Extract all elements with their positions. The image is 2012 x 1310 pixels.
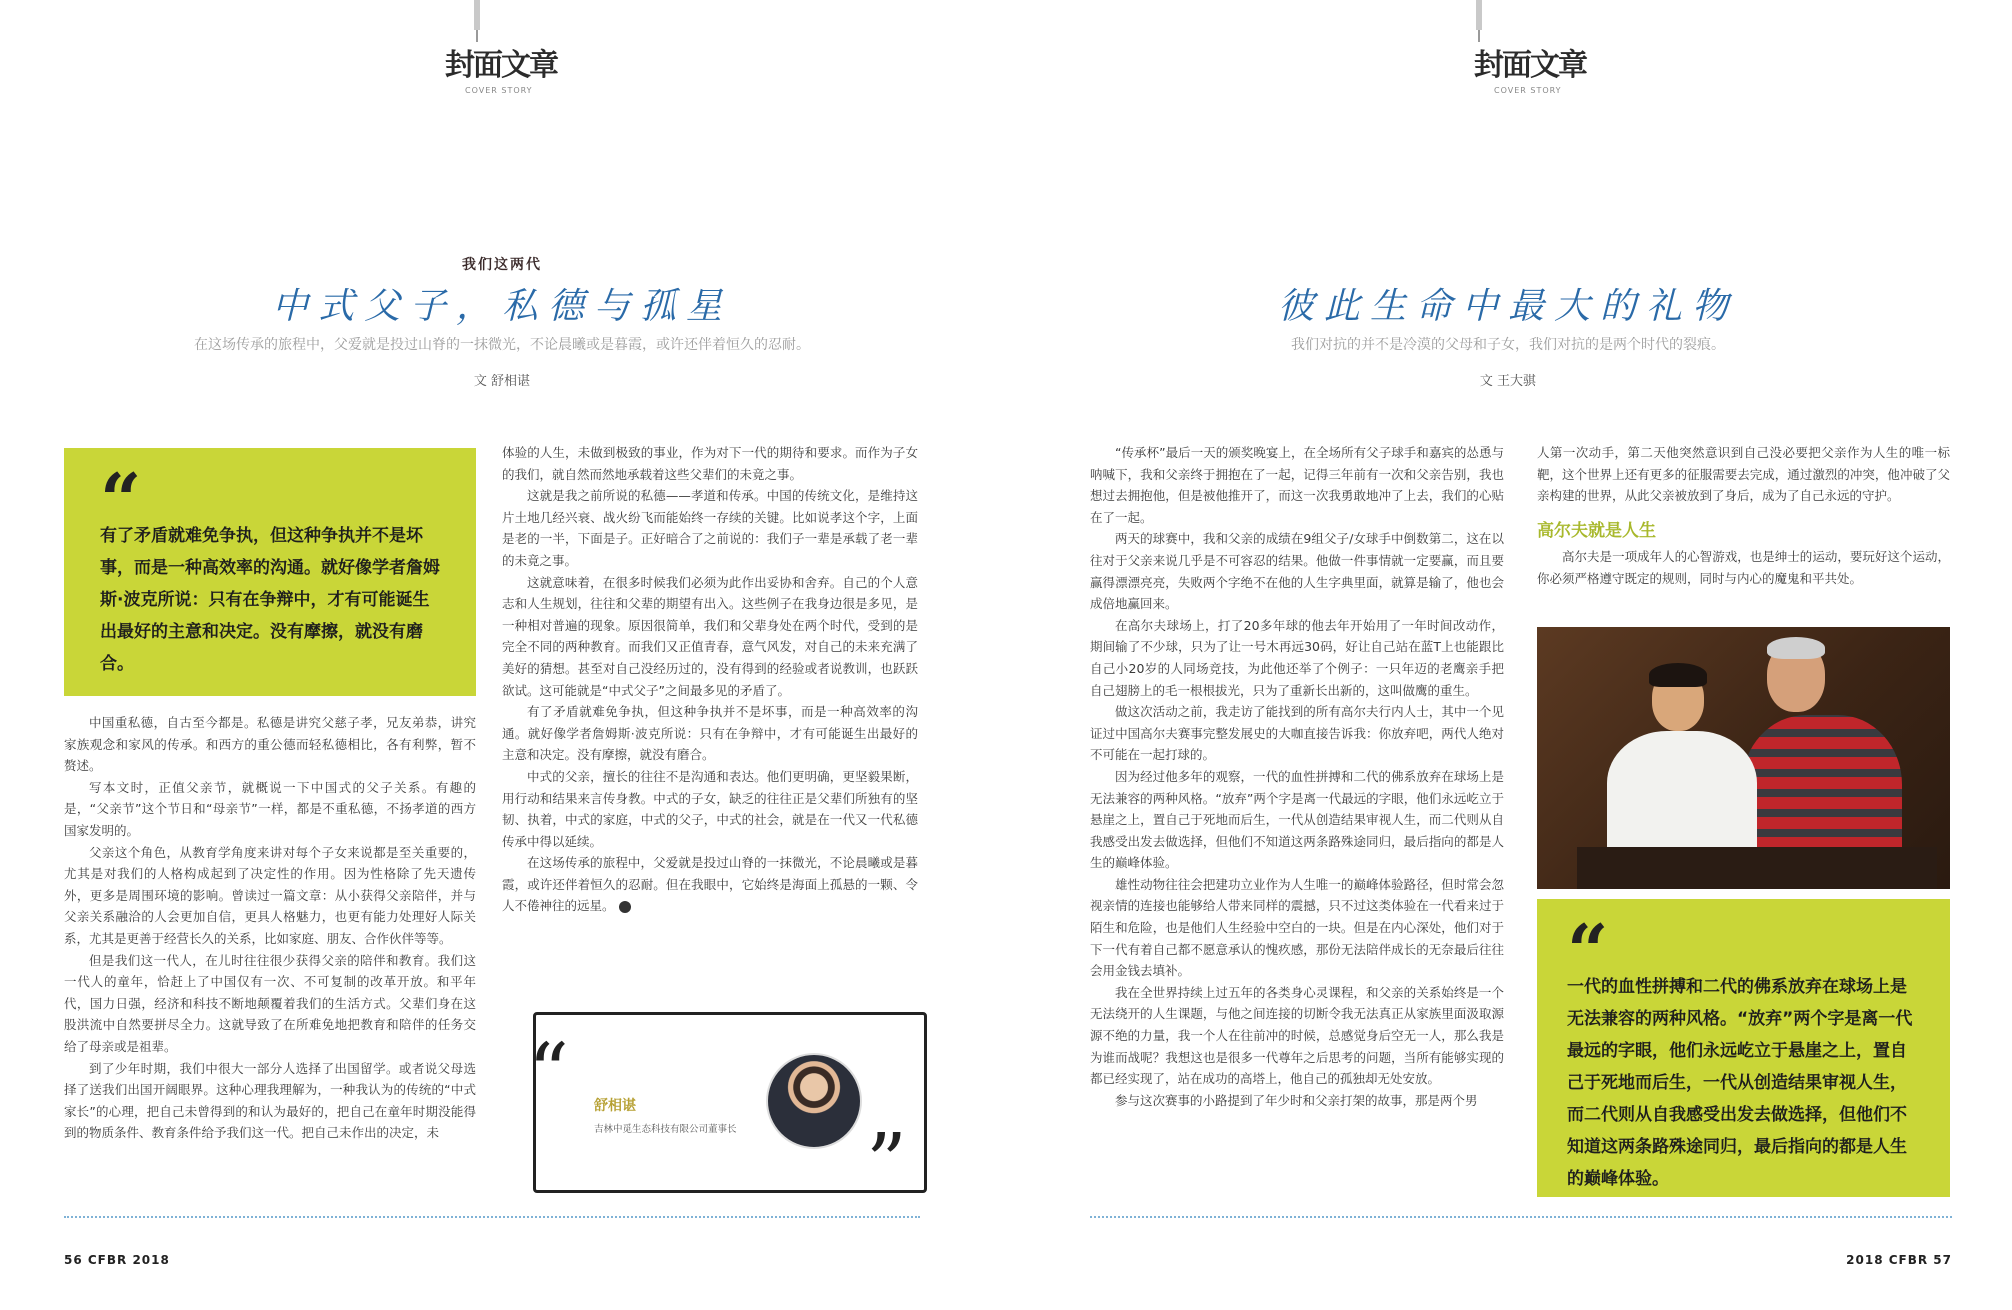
paragraph: 体验的人生，未做到极致的事业，作为对下一代的期待和要求。而作为子女的我们，就自然而然地承载着这些父辈们的未竟之事。 [502,445,918,482]
quote-mark-icon: “ [100,457,142,542]
footer-rule [64,1216,920,1218]
pull-quote-text: 一代的血性拼搏和二代的佛系放弃在球场上是无法兼容的两种风格。“放弃”两个字是离一代最远的字眼，他们永远屹立于悬崖之上，置自己于死地而后生，一代从创造结果审视人生，而二代则从自我感受出发去做选择，但他们不知道这两条路殊途同归，最后指向的都是人生的巅峰体验。 [1567,977,1913,1189]
article-headline: 彼此生命中最大的礼物 [1277,286,1738,327]
pull-quote-text: 有了矛盾就难免争执，但这种争执并不是坏事，而是一种高效率的沟通。就好像学者詹姆斯·波克所说：只有在争辩中，才有可能诞生出最好的主意和决定。没有摩擦，就没有磨合。 [100,526,440,674]
article-byline: 文 王大骐 [1479,374,1537,389]
brand-name: 封面文章 [1474,48,1586,83]
author-title: 吉林中觅生态科技有限公司董事长 [594,1124,737,1135]
open-quote-icon: “ [528,1026,569,1119]
section-heading: 高尔夫就是人生 [1537,520,1656,541]
pull-quote [1537,899,1950,1197]
father-son-photo [1537,627,1950,889]
brand-subtitle: COVER STORY [465,86,533,95]
paragraph: 两天的球赛中，我和父亲的成绩在9组父子/女球手中倒数第二，这在以往对于父亲来说几乎是不可容忍的结果。他做一件事情就一定要赢，而且要赢得漂漂亮亮，失败两个字绝不在他的人生字典里面，就算是输了，他也会成倍地赢回来。 [1090,531,1504,612]
end-mark-icon: 商 [619,901,631,913]
paragraph [502,852,918,917]
quote-mark-icon: “ [1567,908,1609,993]
article-byline: 文 舒相谌 [473,374,531,389]
article-subline: 在这场传承的旅程中，父爱就是投过山脊的一抹微光，不论晨曦或是暮霞，或许还伴着恒久的忍耐。 [194,337,810,353]
paragraph: 到了少年时期，我们中很大一部分人选择了出国留学。或者说父母选择了送我们出国开阔眼界。这种心理我理解为，一种我认为的传统的“中式家长”的心理，把自己未曾得到的和认为最好的，把自己在童年时期没能得到的物质条件、教育条件给予我们这一代。把自己未作出的决定，未 [64,1060,476,1141]
close-quote-icon: ” [866,1116,907,1209]
left-column-2 [502,442,918,917]
paragraph: 雄性动物往往会把建功立业作为人生唯一的巅峰体验路径，但时常会忽视亲情的连接也能够给人带来同样的震撼，只不过这类体验在一代看来过于陌生和危险，也是他们人生经验中空白的一块。但是在内心深处，他们对于下一代有着自己都不愿意承认的愧疚感，那份无法陪伴成长的无奈最后往往会用金钱去填补。 [1090,876,1504,979]
brand-logo [445,48,565,95]
bookmark-tab [1476,0,1482,30]
photo-figure [1649,663,1707,687]
photo-figure [1767,637,1825,659]
article-headline: 中式父子，私德与孤星 [271,286,732,327]
brand-name: 封面文章 [445,48,557,83]
article-kicker: 我们这两代 [462,257,542,273]
left-column-1 [64,712,476,1144]
bookmark-tab [474,0,480,30]
right-column-2 [1537,442,1950,590]
paragraph: 这就是我之前所说的私德——孝道和传承。中国的传统文化，是维持这片土地几经兴衰、战火纷飞而能始终一存续的关键。比如说孝这个字，上面是老的一半，下面是子。正好暗合了之前说的：我们子一辈是承载了老一辈的未竟之事。 [502,488,918,568]
footer-rule [1090,1216,1952,1218]
paragraph: 我在全世界持续上过五年的各类身心灵课程，和父亲的关系始终是一个无法绕开的人生课题，与他之间连接的切断令我无法真正从家族里面汲取源源不绝的力量，我一个人在往前冲的时候，总感觉身后空无一人，那么我是为谁而战呢？我想这也是很多一代尊年之后思考的问题，当所有能够实现的都已经实现了，站在成功的高塔上，他自己的孤独却无处安放。 [1090,984,1504,1087]
photo-figure [1607,731,1757,861]
brand-subtitle: COVER STORY [1494,86,1562,95]
paragraph: 这就意味着，在很多时候我们必须为此作出妥协和舍弃。自己的个人意志和人生规划，往往和父辈的期望有出入。这些例子在我身边很是多见，是一种相对普遍的现象。原因很简单，我们和父辈身处在两个时代，受到的是完全不同的两种教育。而我们又正值青春，意气风发，对自己的未来充满了美好的猜想。甚至对自己没经历过的，没有得到的经验或者说教训，也跃跃欲试。这可能就是“中式父子”之间最多见的矛盾了。 [502,574,918,698]
paragraph: 父亲这个角色，从教育学角度来讲对每个子女来说都是至关重要的，尤其是对我们的人格构成起到了决定性的作用。因为性格除了先天遗传外，更多是周围环境的影响。曾读过一篇文章：从小获得父亲陪伴，并与父亲关系融洽的人会更加自信，更具人格魅力，也更有能力处理好人际关系，尤其是更善于经营长久的关系，比如家庭、朋友、合作伙伴等等。 [64,844,476,946]
paragraph: 人第一次动手，第二天他突然意识到自己没必要把父亲作为人生的唯一标靶，这个世界上还有更多的征服需要去完成，通过激烈的冲突，他冲破了父亲构建的世界，从此父亲被放到了身后，成为了自己永远的守护。 [1537,445,1950,504]
paragraph: 做这次活动之前，我走访了能找到的所有高尔夫行内人士，其中一个见证过中国高尔夫赛事完整发展史的大咖直接告诉我：你放弃吧，两代人绝对不可能在一起打球的。 [1090,704,1504,763]
page-number-left: 56 CFBR 2018 [64,1253,170,1267]
paragraph: 因为经过他多年的观察，一代的血性拼搏和二代的佛系放弃在球场上是无法兼容的两种风格。“放弃”两个字是离一代最远的字眼，他们永远屹立于悬崖之上，置自己于死地而后生，一代从创造结果审视人生，而二代则从自我感受出发去做选择，但他们不知道这两条路殊途同归，最后指向的都是人生的巅峰体验。 [1090,768,1504,871]
paragraph: 写本文时，正值父亲节，就概说一下中国式的父子关系。有趣的是，“父亲节”这个节日和“母亲节”一样，都是不重私德，不扬孝道的西方国家发明的。 [64,779,476,838]
right-column-1 [1090,442,1504,1111]
pull-quote [64,448,476,696]
article-subline: 我们对抗的并不是冷漠的父母和子女，我们对抗的是两个时代的裂痕。 [1291,337,1725,353]
paragraph: 中国重私德，自古至今都是。私德是讲究父慈子孝，兄友弟恭，讲究家族观念和家风的传承。和西方的重公德而轻私德相比，各有利弊，暂不赘述。 [64,715,476,774]
paragraph: 但是我们这一代人，在儿时往往很少获得父亲的陪伴和教育。我们这一代人的童年，恰赶上了中国仅有一次、不可复制的改革开放。和平年代，国力日强，经济和科技不断地颠覆着我们的生活方式。父辈们身在这股洪流中自然要拼尽全力。这就导致了在所难免地把教育和陪伴的任务交给了母亲或是祖辈。 [64,952,476,1054]
paragraph: 参与这次赛事的小路提到了年少时和父亲打架的故事，那是两个男 [1115,1092,1478,1108]
paragraph: 在高尔夫球场上，打了20多年球的他去年开始用了一年时间改动作，期间输了不少球，只为了让一号木再远30码，好让自己站在蓝T上也能跟比自己小20岁的人同场竞技，为此他还举了个例子：一只年迈的老鹰亲手把自己翅膀上的毛一根根拔光，只为了重新长出新的，这叫做鹰的重生。 [1090,617,1504,698]
author-avatar [766,1053,862,1149]
brand-logo [1474,48,1594,95]
paragraph: “传承杯”最后一天的颁奖晚宴上，在全场所有父子球手和嘉宾的怂恿与呐喊下，我和父亲终于拥抱在了一起，记得三年前有一次和父亲告别，我也想过去拥抱他，但是被他推开了，而这一次我勇敢地冲了上去，我们的心贴在了一起。 [1090,445,1504,525]
right-page [1004,0,2012,1310]
left-page [0,0,1004,1310]
page-number-right: 2018 CFBR 57 [1846,1253,1952,1267]
paragraph: 有了矛盾就难免争执，但这种争执并不是坏事，而是一种高效率的沟通。就好像学者詹姆斯·波克所说：只有在争辩中，才有可能诞生出最好的主意和决定。没有摩擦，就没有磨合。 [502,704,918,763]
paragraph: 高尔夫是一项成年人的心智游戏，也是绅士的运动，要玩好这个运动，你必须严格遵守既定的规则，同时与内心的魔鬼和平共处。 [1537,549,1950,586]
paragraph: 中式的父亲，擅长的往往不是沟通和表达。他们更明确，更坚毅果断，用行动和结果来言传身教。中式的子女，缺乏的往往正是父辈们所独有的坚韧、执着，中式的家庭，中式的父子，中式的社会，就是在一代又一代私德传承中得以延续。 [502,768,918,849]
closing-paragraph-text: 在这场传承的旅程中，父爱就是投过山脊的一抹微光，不论晨曦或是暮霞，或许还伴着恒久的忍耐。但在我眼中，它始终是海面上孤悬的一颗、令人不倦神往的远星。 [502,855,918,914]
author-name: 舒相谌 [594,1098,636,1114]
author-card [528,1012,927,1209]
photo-table [1577,847,1937,889]
